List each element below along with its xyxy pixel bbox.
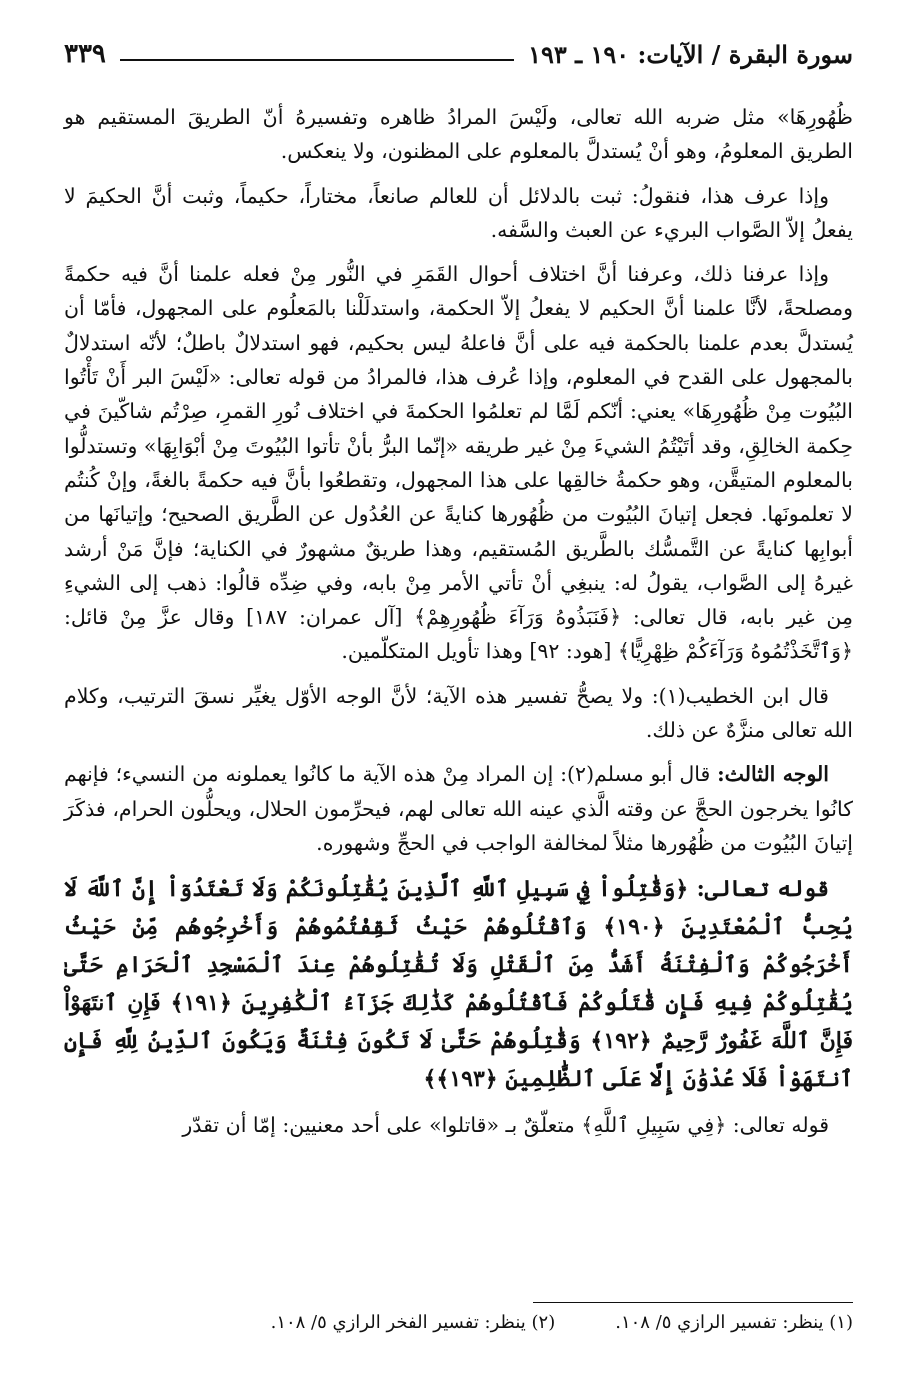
quran-verses: قوله تعالى: ﴿وَقَٰتِلُواْ فِي سَبِيلِ ٱللَّهِ ٱلَّذِينَ يُقَٰتِلُونَكُمْ وَلَا تَعْتَدُوٓاْ إِنَّ ٱللَّهَ لَا يُحِبُّ ٱلْمُعْتَدِينَ ﴿١٩٠﴾ وَٱقْتُلُوهُمْ حَيْثُ ثَقِفْتُمُوهُمْ وَأَخْرِجُوهُم مِّنْ حَيْثُ أَخْرَجُوكُمْ وَٱلْفِتْنَةُ أَشَدُّ مِنَ ٱلْقَتْلِ وَلَا تُقَٰتِلُوهُمْ عِندَ ٱلْمَسْجِدِ ٱلْحَرَامِ حَتَّىٰ يُقَٰتِلُوكُمْ فِيهِ فَإِن قَٰتَلُوكُمْ فَٱقْتُلُوهُمْ كَذَٰلِكَ جَزَآءُ ٱلْكَٰفِرِينَ ﴿١٩١﴾ فَإِنِ ٱنتَهَوْاْ فَإِنَّ ٱللَّهَ غَفُورٌ رَّحِيمٌ ﴿١٩٢﴾ وَقَٰتِلُوهُمْ حَتَّىٰ لَا تَكُونَ فِتْنَةٌ وَيَكُونَ ٱلدِّينُ لِلَّهِ فَإِنِ ٱنتَهَوْاْ فَلَا عُدْوَٰنَ إِلَّا عَلَى ٱلظَّٰلِمِينَ ﴿١٩٣﴾﴾ [64, 876, 854, 1093]
paragraph-2: وإذا عرف هذا، فنقولُ: ثبت بالدلائل أن للعالم صانعاً، مختاراً، حكيماً، وثبت أنَّ الحكيمَ لا يفعلُ إلاّ الصَّواب البريء عن العبث والسَّفه. [64, 183, 853, 242]
third-aspect-text: قال أبو مسلم(٢): إن المراد مِنْ هذه الآية ما كانُوا يعملونه من النسيء؛ فإنهم كانُوا يخرجون الحجَّ عن وقته الَّذي عينه الله تعالى لهم، فيحرِّمون الحلال، ويحلُّون الحرام، فذكَرَ إتيانَ البُيُوت من ظُهُورها مثلاً لمخالفة الواجب في الحجِّ وشهوره. [64, 762, 853, 855]
third-aspect-paragraph [64, 757, 853, 860]
header-rule [120, 59, 514, 61]
surah-title: سورة البقرة / الآيات: ١٩٠ ـ ١٩٣ [528, 39, 853, 69]
footnote-2: (٢) ينظر: تفسير الفخر الرازي ٥/ ١٠٨. [270, 1312, 556, 1333]
footnote-1: (١) ينظر: تفسير الرازي ٥/ ١٠٨. [615, 1312, 853, 1333]
third-aspect-label: الوجه الثالث: [717, 762, 829, 787]
paragraph-3: وإذا عرفنا ذلك، وعرفنا أنَّ اختلاف أحوال القَمَرِ في النُّور مِنْ فعله علمنا أنَّ فيه حكمةً ومصلحةً، لأنَّا علمنا أنَّ الحكيم لا يفعلُ إلاّ الحكمة، واستدلَلْنا بالمَعلُوم على المجهول، فأمّا أن يُستدلَّ بعدم علمنا بالحكمة فيه على أنَّ فاعلهُ ليس بحكيم، فهو استدلالٌ باطلٌ؛ لأنّه استدلالٌ بالمجهول على القدح في المعلوم، وإذا عُرف هذا، فالمرادُ من قوله تعالى: «لَيْسَ البر أَنْ تَأْتُوا البُيُوت مِنْ ظُهُورِهَا» يعني: أنّكم لَمَّا لم تعلمُوا الحكمةَ في اختلاف نُورِ القمرِ، صِرْتُم شاكّينَ في حِكمة الخالِقِ، وقد أتَيْتُمُ الشيءَ مِنْ غير طريقه «إنّما البرُّ بأنْ تأتوا البُيُوتَ مِنْ أبْوَابِهَا» وتستدلُّوا بالمعلوم المتيقَّن، وهو حكمةُ خالقِها على هذا المجهول، وتقطعُوا بأنَّ فيه حكمةً بالغةً، وإنْ كُنتُم لا تعلمونَها. فجعل إتيانَ البُيُوت من ظُهُورها كنايةً عن العُدُول عن الطَّريق الصحيح؛ وإتيانَها من أبوابِها كنايةً عن التَّمسُّك بالطَّريق المُستقيم، وهذا طريقٌ مشهورٌ في الكناية؛ فإنَّ مَنْ أرشد غيرهُ إلى الصَّواب، يقولُ له: ينبغِي أنْ تأتي الأمر مِنْ بابه، وفي ضِدِّه قالُوا: ذهب إلى الشيءِ مِن غير بابه، قال تعالى: ﴿فَنَبَذُوهُ وَرَآءَ ظُهُورِهِمْ﴾ [آل عمران: ١٨٧] وقال عزَّ مِنْ قائل: ﴿وَٱتَّخَذْتُمُوهُ وَرَآءَكُمْ ظِهْرِيًّا﴾ [هود: ٩٢] وهذا تأويل المتكلّمين. [64, 262, 853, 664]
page-header [64, 34, 853, 74]
page-number: ٣٣٩ [64, 39, 106, 69]
page-body [64, 100, 853, 1153]
paragraph-4: قال ابن الخطيب(١): ولا يصحُّ تفسير هذه الآية؛ لأنَّ الوجه الأوّل يغيِّر نسقَ الترتيب، وكلام الله تعالى منزَّهٌ عن ذلك. [64, 683, 853, 743]
paragraph-1: ظُهُورِهَا» مثل ضربه الله تعالى، ولَيْسَ المرادُ ظاهره وتفسيرهُ أنّ الطريقَ المستقيم هو الطريق المعلومُ، وهو أنْ يُستدلَّ بالمعلوم على المظنون، ولا ينعكس. [64, 105, 853, 164]
closing-line: قوله تعالى: ﴿فِي سَبِيلِ ٱللَّهِ﴾ متعلّقٌ بـ «قاتلوا» على أحد معنيين: إمّا أن تقدّر [182, 1113, 829, 1138]
footnote-rule [533, 1302, 853, 1303]
footnotes [64, 1312, 853, 1346]
